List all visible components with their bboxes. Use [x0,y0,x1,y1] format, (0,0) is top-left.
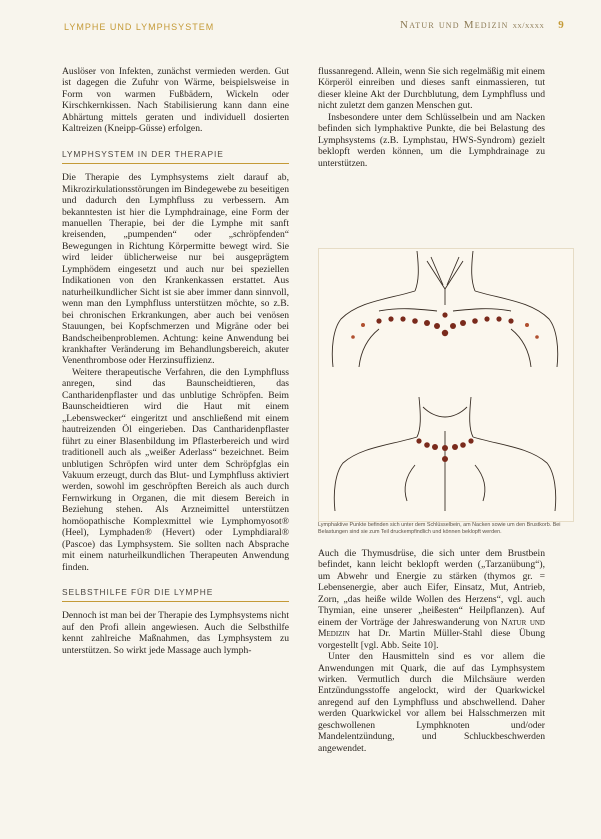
page-number: 9 [558,19,565,31]
therapy-paragraph-1: Die Therapie des Lymphsystems zielt darauf ab, Mikrozirkulationsstörungen im Bindegewebe zu beseitigen und dadurch den Lymphfluss zu verbessern. Am bekanntesten ist hier die Lymphdrainage, eine Form der manuellen Therapie, bei der die Lymphe mit sanft kreisenden, „pumpenden“ oder „schröpfenden“ Bewegungen in Richtung Körpermitte bewegt wird. Sie wird leider üblicherweise nur bei ausgeprägtem Lymphödem eingesetzt und auch nur bei speziellen Indikationen von den Krankenkassen erstattet. Aus naturheilkundlicher Sicht ist sie aber immer dann sinnvoll, wenn man den Lymphfluss unterstützen möchte, so z.B. bei chronischen Erkrankungen, aber auch bei venösen Stauungen, bei Kopfschmerzen und Migräne oder bei Bandscheibenproblemen. Achtung: keine Anwendung bei krankhafter Veränderung im Behandlungsbereich, akuter Venenthrombose oder Herzinsuffizienz. [62,172,289,367]
quark-paragraph: Unter den Hausmitteln sind es vor allem die Anwendungen mit Quark, die auf das Lymphsystem wirken. Vermutlich durch die Milchsäure werden Entzündungsstoffe angelockt, wird der Quarkwickel anregend auf den Lymphfluss und abschwellend. Daher werden Quarkwickel vor allem bei Halsschmerzen mit geschwollenen Lymphknoten und/oder Mandelentzündung, und Schluckbeschwerden angewendet. [318,651,545,754]
thymus-text-end: hat Dr. Martin Müller-Stahl diese Übung vorgestellt [vgl. Abb. Seite 10]. [318,628,545,651]
page-header [0,0,601,40]
section-label: LYMPHE UND LYMPHSYSTEM [64,22,215,32]
right-column-bottom [318,548,545,838]
issue-number: xx/xxxx [512,21,545,30]
right-paragraph-2: Insbesondere unter dem Schlüsselbein und am Nacken befinden sich lymphaktive Punkte, die bei Belastung des Lymphsystems (z.B. Lymphstau, HWS-Syndrom) gezielt beklopft werden können, um die Lymphdrainage zu unterstützen. [318,111,545,169]
section-heading-selfhelp: SELBSTHILFE FÜR DIE LYMPHE [62,587,289,602]
intro-paragraph: Auslöser von Infekten, zunächst vermieden werden. Gut ist dagegen die Zufuhr von Wärme, beispielsweise in Form von warmen Fußbädern, Wickeln oder Kirschkernkissen. Nach Stabilisierung kann dann eine Abhärtung mittels geraten und individuell dosierten Kaltreizen (Kneipp-Güsse) erfolgen. [62,66,289,135]
section-heading-therapy: LYMPHSYSTEM IN DER THERAPIE [62,149,289,164]
left-column [62,66,289,836]
thymus-paragraph [318,548,545,651]
right-column-top [318,66,545,216]
selfhelp-paragraph-1: Dennoch ist man bei der Therapie des Lymphsystems nicht auf den Profi allein angewiesen. Auch die Selbsthilfe kennt zahlreiche Maßnahmen, das Lymphsystem zu unterstützen. So wirkt jede Massage auch lymph- [62,610,289,656]
brand-name: Natur und Medizin [318,616,545,640]
lymph-points-illustration [318,248,574,522]
running-head [400,19,565,31]
figure-caption: Lymphaktive Punkte befinden sich unter dem Schlüsselbein, am Nacken sowie um den Brustkorb. Bei Belastungen sind sie zum Teil druckempfindlich und können beklopft werden. [318,522,561,535]
thymus-text: Auch die Thymusdrüse, die sich unter dem Brustbein befindet, kann leicht beklopft werden („Tarzanübung“), um Abwehr und Energie zu stärken (thymos gr. = Lebensenergie, aber auch Eifer, Einsatz, Mut, Antrieb, Zorn, „das heiße wilde Wollen des Herzens“, vgl. auch Thymian, eine unserer „heißesten“ Heilpflanzen). Auf einem der Vorträge der Jahreswanderung von [318,548,545,628]
therapy-paragraph-2: Weitere therapeutische Verfahren, die den Lymphfluss anregen, sind das Baunscheidtieren, das Cantharidenpflaster und das unblutige Schröpfen. Beim Baunscheidtieren wird die Haut mit einem „Lebenswecker“ eingeritzt und anschließend mit einem hautreizenden Öl eingerieben. Das Cantharidenpflaster führt zu einer Blasenbildung im Pflasterbereich und wird traditionell auch als „weißer Aderlass“ bezeichnet. Beim unblutigen Schröpfen wird unter dem Schröpfglas ein Vakuum erzeugt, durch das Blut- und Lymphfluss aktiviert werden, sowohl im geschröpften Bereich als auch durch Fernwirkung in Organen, die mit diesem Bereich in Beziehung stehen. Als Arzneimittel unterstützen homöopathische Komplexmittel wie Lymphomyosot® (Heel), Lymphaden® (Hevert) oder Lymphdiaral® (Pascoe) das Lymphsystem. Sie sollten nach Absprache mit einem naturheilkundlichen Therapeuten Anwendung finden. [62,366,289,573]
magazine-title: Natur und Medizin [400,19,509,31]
lymph-points-drawing [319,249,573,521]
right-paragraph-1: flussanregend. Allein, wenn Sie sich regelmäßig mit einem Körperöl einreiben und dieses sanft einmassieren, tut dieser kleine Akt der Durchblutung, dem Lymphfluss und nicht zuletzt dem ganzen Menschen gut. [318,66,545,112]
